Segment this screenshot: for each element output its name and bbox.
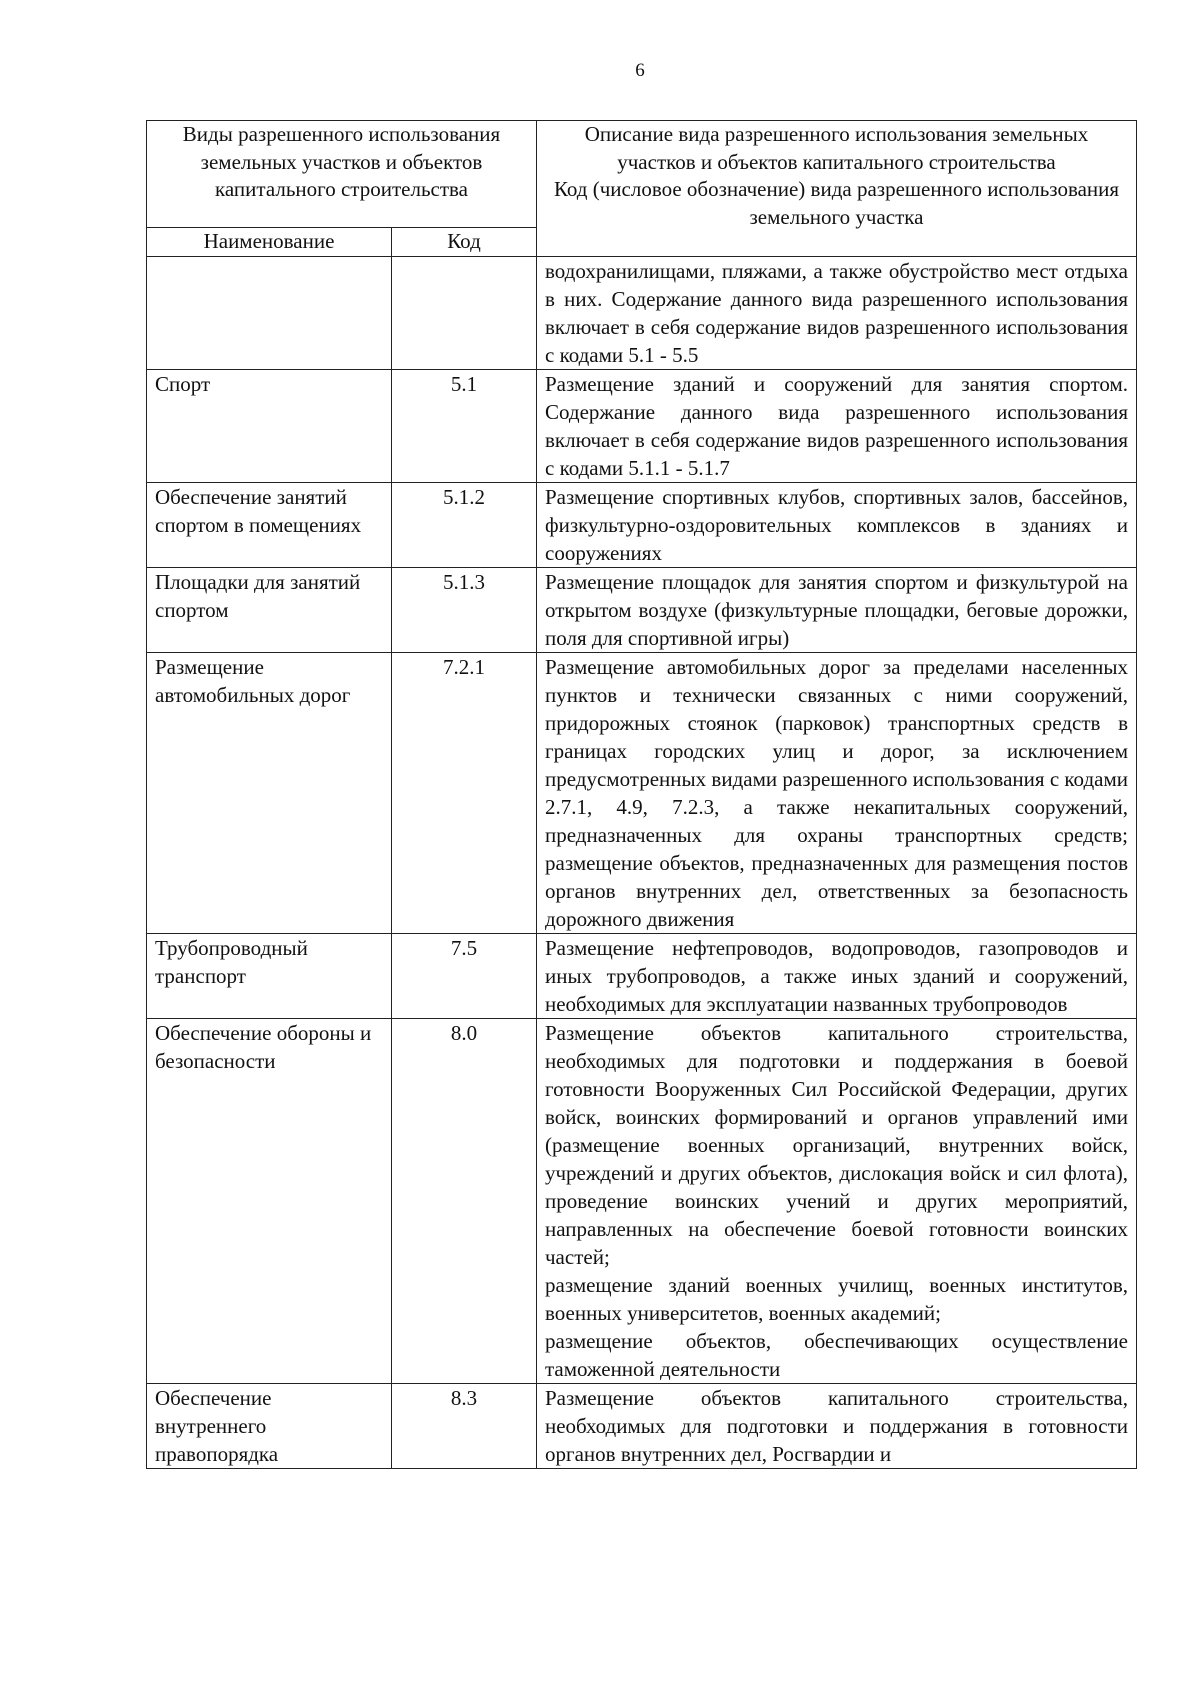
row-code: 7.2.1 (392, 652, 537, 933)
header-left-group: Виды разрешенного использования земельных участков и объектов капитального строительства (147, 121, 537, 228)
table-row (147, 1018, 1137, 1383)
row-description: водохранилищами, пляжами, а также обустройство мест отдыха в них. Содержание данного вида разрешенного использования включает в себя содержание видов разрешенного использования с кодами 5.1 - 5.5 (537, 256, 1137, 369)
table-row (147, 482, 1137, 567)
table-body (147, 256, 1137, 1468)
row-name: Размещение автомобильных дорог (147, 652, 392, 933)
row-code (392, 256, 537, 369)
row-name: Спорт (147, 369, 392, 482)
table-row (147, 652, 1137, 933)
row-name: Трубопроводный транспорт (147, 933, 392, 1018)
header-description-line2: Код (числовое обозначение) вида разрешенного использования земельного участка (553, 177, 1120, 229)
row-name: Обеспечение обороны и безопасности (147, 1018, 392, 1383)
row-name: Обеспечение занятий спортом в помещениях (147, 482, 392, 567)
row-code: 5.1 (392, 369, 537, 482)
header-name: Наименование (147, 228, 392, 257)
table-row (147, 256, 1137, 369)
row-description: Размещение автомобильных дорог за пределами населенных пунктов и технически связанных с ними сооружений, придорожных стоянок (парковок) транспортных средств в границах городских улиц и дорог, за исключением предусмотренных видами разрешенного использования с кодами 2.7.1, 4.9, 7.2.3, а также некапитальных сооружений, предназначенных для охраны транспортных средств; размещение объектов, предназначенных для размещения постов органов внутренних дел, ответственных за безопасность дорожного движения (537, 652, 1137, 933)
row-description: Размещение нефтепроводов, водопроводов, газопроводов и иных трубопроводов, а также иных зданий и сооружений, необходимых для эксплуатации названных трубопроводов (537, 933, 1137, 1018)
land-use-table (146, 120, 1137, 1469)
row-description: Размещение площадок для занятия спортом и физкультурой на открытом воздухе (физкультурные площадки, беговые дорожки, поля для спортивной игры) (537, 567, 1137, 652)
row-description (537, 1018, 1137, 1383)
row-name (147, 256, 392, 369)
row-description-paragraph: Размещение объектов капитального строительства, необходимых для подготовки и поддержания в боевой готовности Вооруженных Сил Российской Федерации, других войск, воинских формирований и органов управлений ими (размещение военных организаций, внутренних войск, учреждений и других объектов, дислокация войск и сил флота), проведение воинских учений и других мероприятий, направленных на обеспечение боевой готовности воинских частей; (545, 1020, 1128, 1269)
header-description (537, 121, 1137, 257)
row-description-paragraph: размещение зданий военных училищ, военных институтов, военных университетов, военных академий; (545, 1272, 1128, 1325)
header-code: Код (392, 228, 537, 257)
header-description-line1: Описание вида разрешенного использования земельных участков и объектов капитального строительства (584, 122, 1089, 174)
row-name: Обеспечение внутреннего правопорядка (147, 1383, 392, 1468)
row-code: 5.1.3 (392, 567, 537, 652)
row-description: Размещение зданий и сооружений для занятия спортом. Содержание данного вида разрешенного использования включает в себя содержание видов разрешенного использования с кодами 5.1.1 - 5.1.7 (537, 369, 1137, 482)
row-description: Размещение спортивных клубов, спортивных залов, бассейнов, физкультурно-оздоровительных комплексов в зданиях и сооружениях (537, 482, 1137, 567)
row-code: 8.3 (392, 1383, 537, 1468)
row-code: 8.0 (392, 1018, 537, 1383)
table-row (147, 567, 1137, 652)
table-row (147, 1383, 1137, 1468)
row-description: Размещение объектов капитального строительства, необходимых для подготовки и поддержания в готовности органов внутренних дел, Росгвардии и (537, 1383, 1137, 1468)
row-description-paragraph: размещение объектов, обеспечивающих осуществление таможенной деятельности (545, 1328, 1128, 1381)
table-row (147, 933, 1137, 1018)
row-code: 7.5 (392, 933, 537, 1018)
table-row (147, 369, 1137, 482)
table-header (147, 121, 1137, 257)
row-code: 5.1.2 (392, 482, 537, 567)
page-number: 6 (635, 60, 645, 81)
row-name: Площадки для занятий спортом (147, 567, 392, 652)
